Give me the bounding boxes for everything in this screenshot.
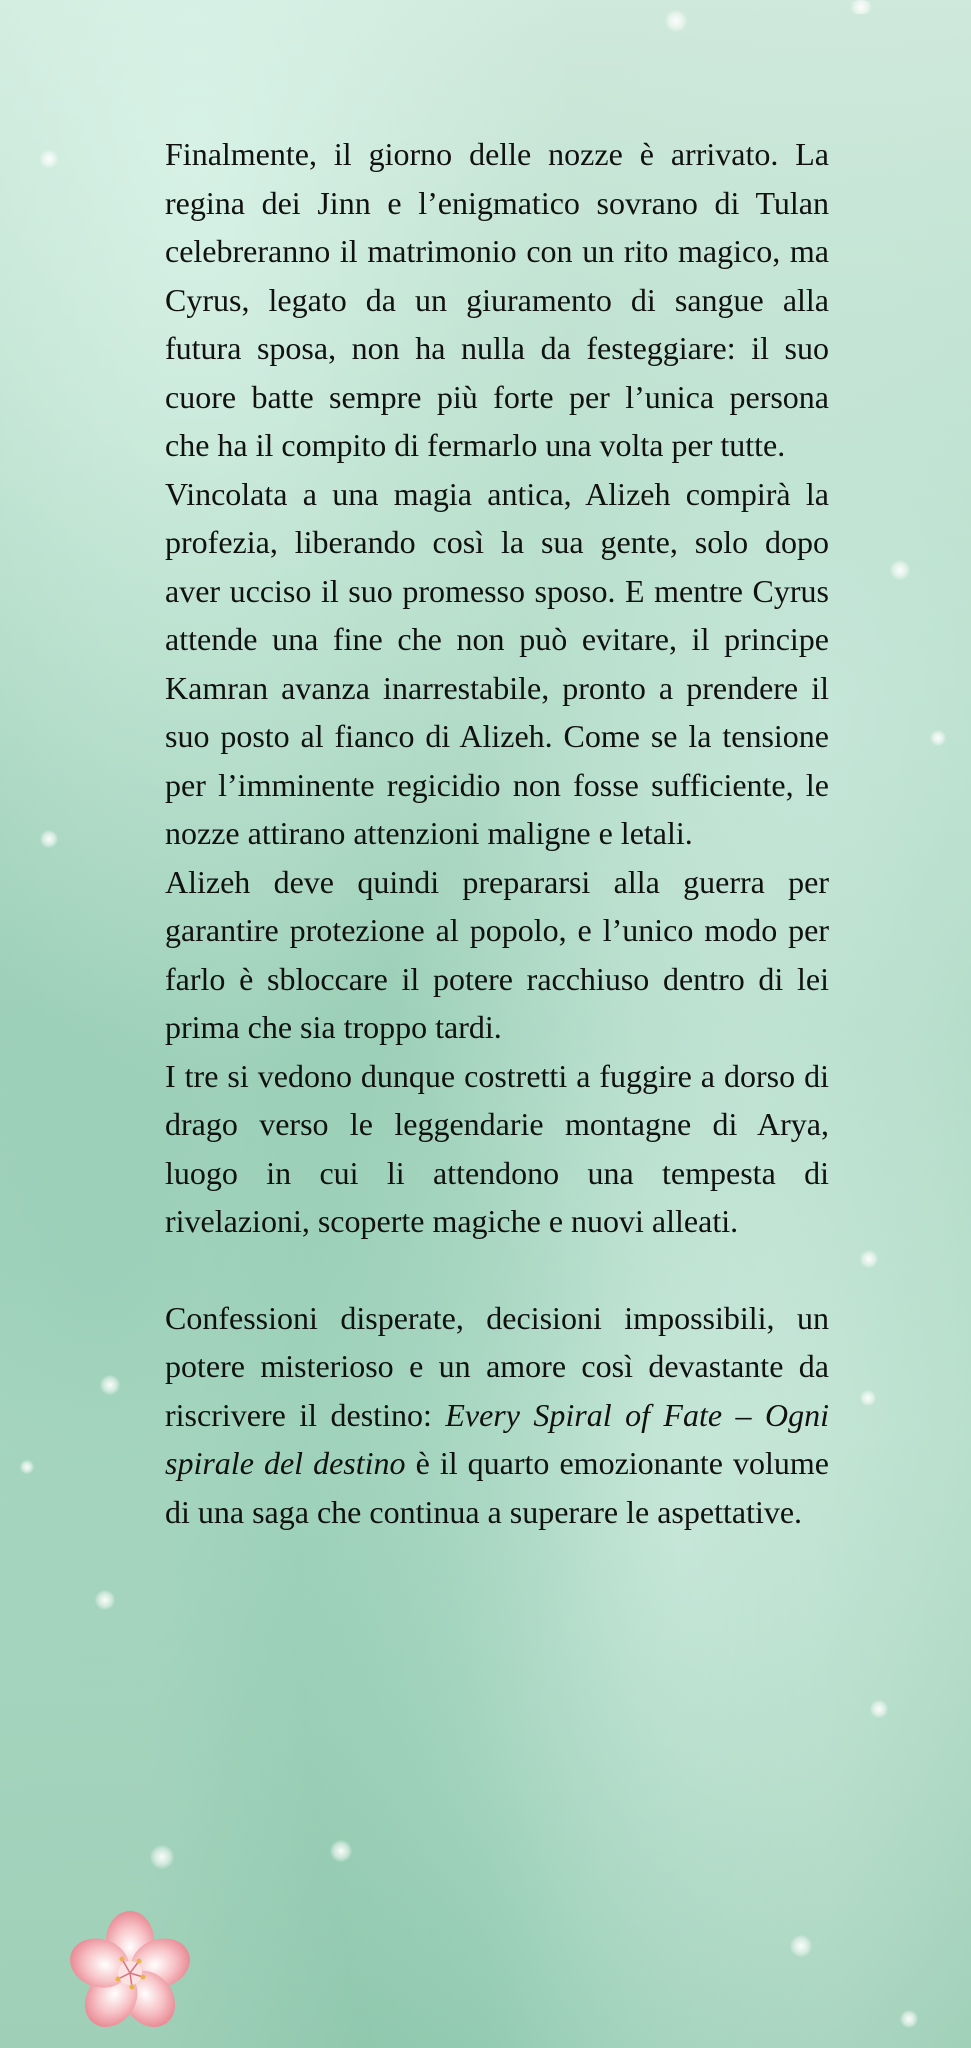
closing-paragraph: [165, 1294, 829, 1537]
sparkle: [40, 830, 58, 848]
sparkle: [330, 1840, 352, 1862]
synopsis-text: [165, 130, 829, 1536]
sparkle: [860, 1250, 878, 1268]
closing-text-before: Confessioni disperate, decisioni impossibili, un potere misterioso e un amore così devastante da riscrivere il destino:: [165, 1299, 829, 1433]
sparkle: [870, 1700, 888, 1718]
sparkle: [150, 1845, 174, 1869]
sparkle: [20, 1460, 34, 1474]
sparkle: [100, 1375, 120, 1395]
paragraph-2: Vincolata a una magia antica, Alizeh compirà la profezia, liberando così la sua gente, solo dopo aver ucciso il suo promesso sposo. E mentre Cyrus attende una fine che non può evitare, il principe Kamran avanza inarrestabile, pronto a prendere il suo posto al fianco di Alizeh. Come se la tensione per l’imminente regicidio non fosse sufficiente, le nozze attirano attenzioni maligne e letali.: [165, 475, 829, 851]
sparkle: [930, 730, 946, 746]
sparkle: [95, 1590, 115, 1610]
sparkle: [890, 560, 910, 580]
paragraph-1: Finalmente, il giorno delle nozze è arrivato. La regina dei Jinn e l’enigmatico sovrano di Tulan celebreranno il matrimonio con un rito magico, ma Cyrus, legato da un giuramento di sangue alla futura sposa, non ha nulla da festeggiare: il suo cuore batte sempre più forte per l’unica persona che ha il compito di fermarlo una volta per tutte.: [165, 136, 829, 463]
sparkle: [665, 10, 687, 32]
paragraph-3: Alizeh deve quindi prepararsi alla guerra per garantire protezione al popolo, e l’unico modo per farlo è sbloccare il potere racchiuso dentro di lei prima che sia troppo tardi.: [165, 863, 829, 1045]
paragraph-spacer: [165, 1246, 829, 1294]
paragraph-4: I tre si vedono dunque costretti a fuggire a dorso di drago verso le leggendarie montagne di Arya, luogo in cui li attendono una tempesta di rivelazioni, scoperte magiche e nuovi alleati.: [165, 1057, 829, 1239]
book-title: Every Spiral of Fate – Ogni spirale del destino: [165, 1396, 830, 1481]
cherry-blossom-icon: [55, 1905, 205, 2035]
sparkle: [40, 150, 58, 168]
closing-text-after: è il quarto emozionante volume di una saga che continua a superare le aspettative.: [165, 1445, 830, 1530]
sparkle: [848, 0, 874, 14]
sparkle: [860, 1390, 876, 1406]
sparkle: [900, 2010, 918, 2028]
sparkle: [790, 1935, 812, 1957]
